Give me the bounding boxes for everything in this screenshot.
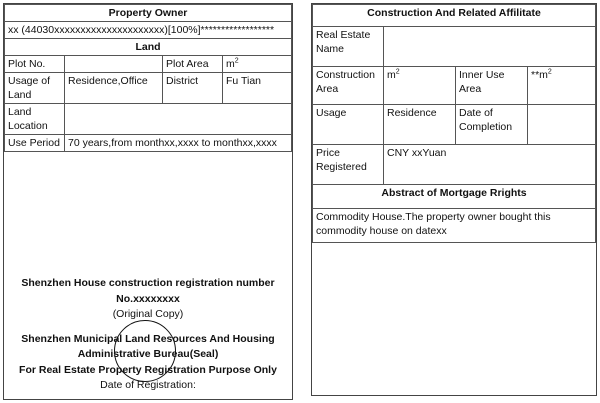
plot-area-label: Plot Area [163, 56, 223, 73]
mortgage-abstract-header: Abstract of Mortgage Rrights [313, 185, 596, 209]
inner-use-area-text: **m [531, 69, 548, 81]
bureau-block [4, 332, 292, 394]
real-estate-name-value [384, 27, 596, 67]
price-registered-label: Price Registered [313, 145, 384, 185]
price-registered-value: CNY xxYuan [384, 145, 596, 185]
bureau-name-line2: Administrative Bureau(Seal) [77, 348, 219, 360]
plot-area-value [223, 56, 292, 73]
original-copy-note: (Original Copy) [112, 308, 184, 320]
date-of-registration: Date of Registration: [100, 379, 196, 391]
usage-of-land-value: Residence,Office [65, 73, 163, 104]
bureau-name-line1: Shenzhen Municipal Land Resources And Housing [21, 332, 275, 345]
plot-area-unit-exponent: 2 [234, 57, 239, 65]
owner-id: xx (44030xxxxxxxxxxxxxxxxxxxxx)[100%]****************** [5, 22, 292, 39]
plot-area-unit: m [226, 58, 235, 70]
usage-of-land-label: Usage of Land [5, 73, 65, 104]
left-certificate-panel [3, 3, 293, 400]
mortgage-abstract-text: Commodity House.The property owner bought this commodity house on datexx [313, 209, 596, 243]
seal-stamp [114, 320, 176, 382]
district-label: District [163, 73, 223, 104]
construction-header: Construction And Related Affilitate [313, 5, 596, 27]
property-owner-header: Property Owner [5, 5, 292, 22]
real-estate-name-label: Real Estate Name [313, 27, 384, 67]
registration-number-title: Shenzhen House construction registration number [21, 277, 275, 289]
right-certificate-panel [311, 3, 597, 396]
use-period-label: Use Period [5, 135, 65, 152]
plot-no-value [65, 56, 163, 73]
land-info-table [4, 4, 292, 152]
land-location-value [65, 104, 292, 135]
usage-value: Residence [384, 105, 456, 145]
construction-area-unit-exponent: 2 [395, 68, 400, 76]
district-value: Fu Tian [223, 73, 292, 104]
construction-area-value [384, 67, 456, 105]
inner-use-area-label: Inner Use Area [456, 67, 528, 105]
inner-use-area-value [528, 67, 596, 105]
construction-area-label: Construction Area [313, 67, 384, 105]
land-header: Land [5, 39, 292, 56]
registration-block [4, 276, 292, 394]
construction-area-unit: m [387, 69, 396, 81]
registration-number: No.xxxxxxxx [116, 292, 180, 305]
use-period-value: 70 years,from monthxx,xxxx to monthxx,xxxx [65, 135, 292, 152]
registration-purpose: For Real Estate Property Registration Purpose Only [19, 363, 277, 376]
plot-no-label: Plot No. [5, 56, 65, 73]
land-location-label: Land Location [5, 104, 65, 135]
date-of-completion-label: Date of Completion [456, 105, 528, 145]
usage-label: Usage [313, 105, 384, 145]
inner-use-area-unit-exponent: 2 [547, 68, 552, 76]
construction-info-table [312, 4, 596, 243]
date-of-completion-value [528, 105, 596, 145]
